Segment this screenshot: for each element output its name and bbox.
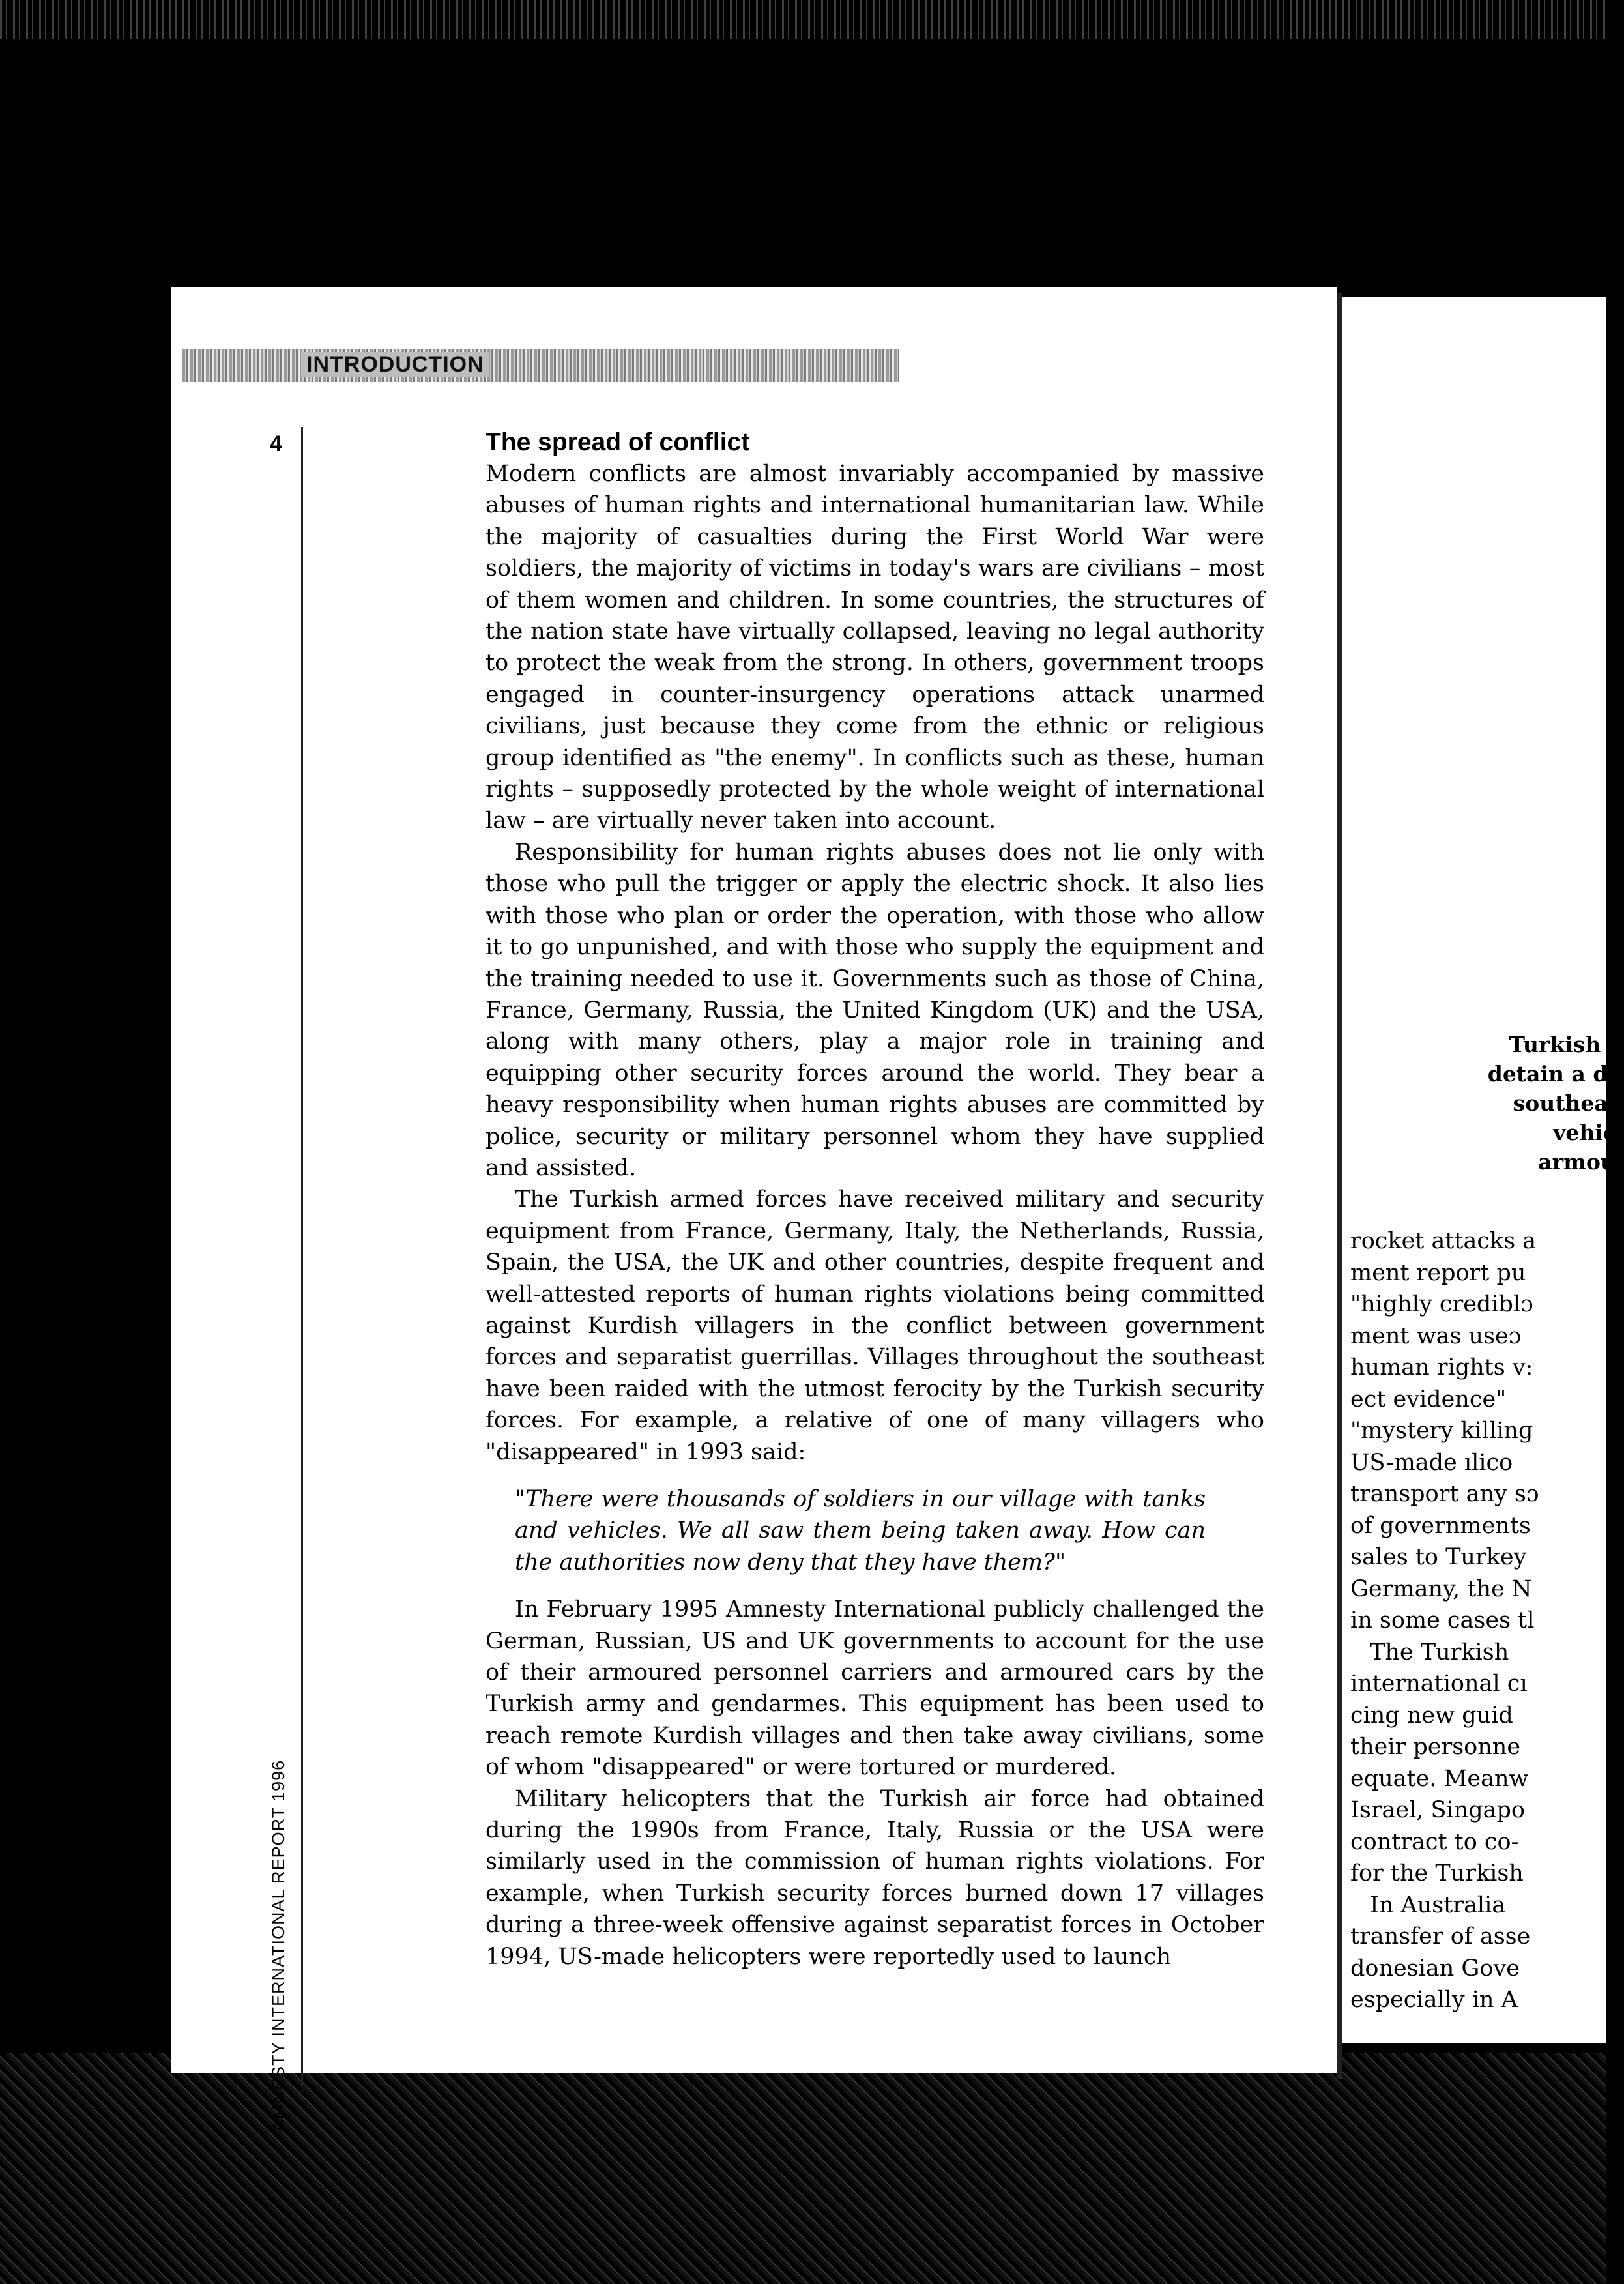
article-body bbox=[486, 427, 1264, 1972]
text-line: for the Turkish bbox=[1350, 1860, 1524, 1886]
text-line: ect evidence" bbox=[1350, 1386, 1507, 1413]
text-line: The Turkish bbox=[1370, 1639, 1509, 1665]
text-line: in some cases tl bbox=[1350, 1607, 1535, 1633]
paragraph: In February 1995 Amnesty International publicly challenged the German, Russian, US and UK governments to account for the use of their armoured personnel carriers and armoured cars by the Turkish army and gendarmes. This equipment has been used to reach remote Kurdish villages and then take away civilians, some of whom "disappeared" or were tortured or murdered. bbox=[486, 1596, 1264, 1781]
caption-line: vehic bbox=[1553, 1120, 1616, 1145]
text-line: In Australia bbox=[1370, 1892, 1506, 1918]
section-heading: The spread of conflict bbox=[486, 428, 750, 456]
margin-rule bbox=[301, 427, 303, 2086]
photo-caption bbox=[1421, 1030, 1616, 1177]
text-line: rocket attacks a bbox=[1350, 1228, 1537, 1254]
text-line: equate. Meanw bbox=[1350, 1765, 1529, 1792]
side-title-text: AMNESTY INTERNATIONAL REPORT 1996 bbox=[268, 1759, 288, 2131]
block-quote: "There were thousands of soldiers in our village with tanks and vehicles. We all saw them being taken away. How can the authorities now deny that they have them?" bbox=[515, 1486, 1206, 1575]
text-line: transfer of asse bbox=[1350, 1924, 1531, 1950]
caption-line: southea: bbox=[1513, 1091, 1616, 1116]
paragraph: Military helicopters that the Turkish air force had obtained during the 1990s from France, Italy, Russia or the USA were similarly used in the commission of human rights violations. For example, when Turkish security forces burned down 17 villages during a three-week offensive against separatist forces in October 1994, US-made helicopters were reportedly used to launch bbox=[486, 1785, 1264, 1970]
page-number: 4 bbox=[270, 432, 282, 456]
paragraph: Responsibility for human rights abuses does not lie only with those who pull the trigger or apply the electric shock. It also lies with those who plan or order the operation, with those who allow it to go unpunished, and with those who supply the equipment and the training needed to use it. Governments such as those of China, France, Germany, Russia, the United Kingdom (UK) and the USA, along with many others, play a major role in training and equipping other security forces around the world. They bear a heavy responsibility when human rights abuses are committed by police, security or military personnel whom they have supplied and assisted. bbox=[486, 839, 1264, 1181]
book-spine bbox=[1337, 293, 1342, 2079]
caption-line: armou bbox=[1538, 1149, 1616, 1175]
left-page bbox=[171, 287, 1337, 2131]
side-title bbox=[262, 1759, 288, 2131]
scan-noise-top bbox=[0, 0, 1606, 39]
text-line: their personne bbox=[1350, 1734, 1521, 1760]
running-header: INTRODUCTION bbox=[301, 352, 489, 377]
header-band bbox=[182, 349, 899, 382]
text-line: ment report pu bbox=[1350, 1259, 1526, 1286]
text-line: especially in A bbox=[1350, 1987, 1518, 2013]
right-page bbox=[1342, 297, 1616, 2043]
scan-noise-bottom bbox=[0, 2053, 1606, 2284]
text-line: ment was useɔ bbox=[1350, 1323, 1522, 1349]
text-line: cing new guid bbox=[1350, 1702, 1513, 1729]
text-line: contract to co- bbox=[1350, 1828, 1519, 1855]
caption-line: Turkish : bbox=[1509, 1032, 1616, 1057]
paragraph: Modern conflicts are almost invariably accompanied by massive abuses of human rights and international humanitarian law. While the majority of casualties during the First World War were soldiers, the majority of victims in today's wars are civilians – most of them women and children. In some countries, the structures of the nation state have virtually collapsed, leaving no legal authority to protect the weak from the strong. In others, government troops engaged in counter-insurgency operations attack unarmed civilians, just because they come from the ethnic or religious group identified as "the enemy". In conflicts such as these, human rights – supposedly protected by the whole weight of international law – are virtually never taken into account. bbox=[486, 461, 1264, 834]
text-line: international cı bbox=[1350, 1671, 1528, 1697]
text-line: US-made ılico bbox=[1350, 1449, 1513, 1476]
text-line: sales to Turkey bbox=[1350, 1544, 1527, 1570]
text-line: Israel, Singapo bbox=[1350, 1797, 1526, 1823]
caption-line: detain a dı bbox=[1487, 1061, 1616, 1087]
text-line: human rights v: bbox=[1350, 1354, 1533, 1381]
text-line: "highly crediblɔ bbox=[1350, 1291, 1533, 1317]
text-line: of governments bbox=[1350, 1512, 1531, 1539]
text-line: Germany, the N bbox=[1350, 1575, 1532, 1602]
text-line: transport any sɔ bbox=[1350, 1481, 1539, 1507]
text-line: "mystery killinɡ bbox=[1350, 1418, 1533, 1444]
right-page-text bbox=[1350, 1225, 1624, 2016]
text-line: donesian Gove bbox=[1350, 1955, 1520, 1982]
paragraph: The Turkish armed forces have received military and security equipment from France, Germany, Italy, the Netherlands, Russia, Spain, the USA, the UK and other countries, despite frequent and well-attested reports of human rights violations being committed against Kurdish villagers in the conflict between government forces and separatist guerrillas. Villages throughout the southeast have been raided with the utmost ferocity by the Turkish security forces. For example, a relative of one of many villagers who "disappeared" in 1993 said: bbox=[486, 1186, 1264, 1465]
